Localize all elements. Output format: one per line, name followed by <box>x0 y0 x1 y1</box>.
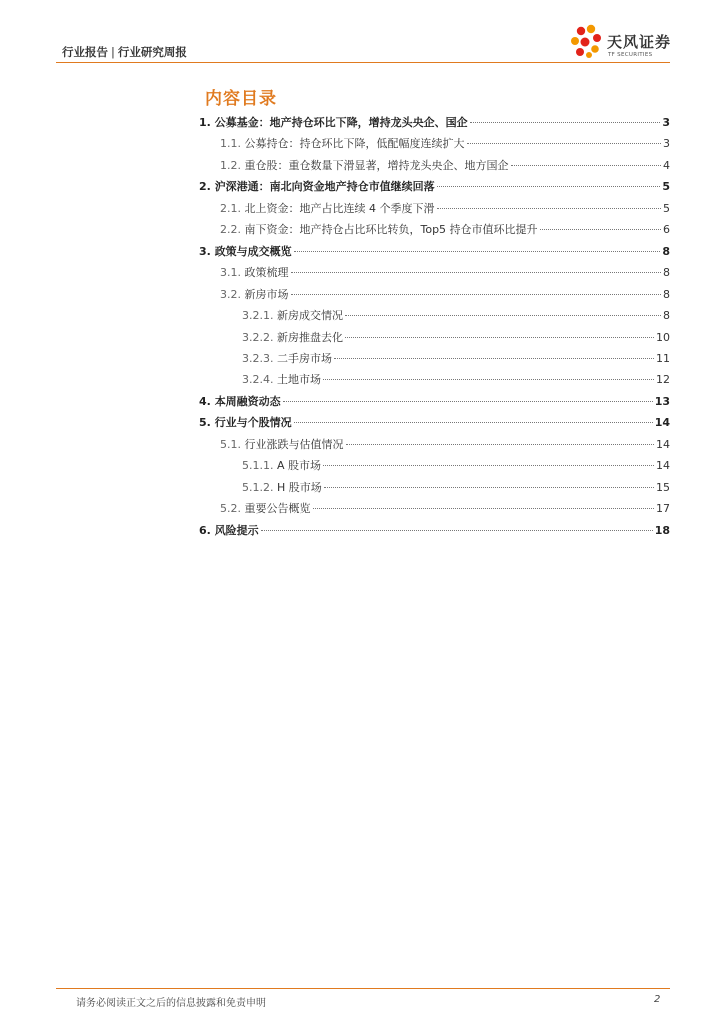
toc-entry-title <box>242 371 321 387</box>
toc-entry-title <box>220 135 465 151</box>
toc-entry-number: 1. <box>199 116 211 129</box>
toc-entry-number: 1.2. <box>220 159 241 172</box>
toc-entry-page: 13 <box>654 395 670 408</box>
toc-entry-title <box>199 243 292 259</box>
toc-entry-text: 新房推盘去化 <box>277 331 343 344</box>
toc-entry-text: 行业涨跌与估值情况 <box>244 438 344 451</box>
toc-entry-text: 北上资金：地产占比连续 4 个季度下滑 <box>244 202 435 215</box>
toc-entry-title <box>220 500 311 516</box>
toc-entry-number: 2.2. <box>220 223 241 236</box>
toc-entry-title <box>242 350 332 366</box>
toc-entry-title <box>220 436 344 452</box>
toc-leader-dots <box>346 444 655 445</box>
toc-entry-number: 5.1.1. <box>242 459 274 472</box>
toc-entry-title <box>220 200 435 216</box>
toc-entry-number: 3.2. <box>220 288 241 301</box>
toc-entry-number: 4. <box>199 395 211 408</box>
toc-entry-text: 风险提示 <box>214 524 259 537</box>
toc-entry[interactable] <box>220 264 670 282</box>
toc-entry[interactable] <box>242 307 670 325</box>
toc-entry-page: 10 <box>656 331 670 344</box>
toc-leader-dots <box>540 229 661 230</box>
logo-name-en: TF SECURITIES <box>608 52 653 58</box>
toc-entry-page: 17 <box>656 502 670 515</box>
toc-entry[interactable] <box>220 200 670 218</box>
toc-entry-text: 公募持仓：持仓环比下降，低配幅度连续扩大 <box>244 137 465 150</box>
toc-entry-page: 5 <box>663 202 670 215</box>
toc-entry-number: 5.1.2. <box>242 481 274 494</box>
toc-leader-dots <box>323 379 654 380</box>
toc-entry[interactable] <box>199 522 670 540</box>
toc-title: 内容目录 <box>205 89 277 109</box>
toc-entry[interactable] <box>220 436 670 454</box>
toc-entry[interactable] <box>199 243 670 261</box>
toc-leader-dots <box>467 143 662 144</box>
toc-entry-page: 3 <box>663 137 670 150</box>
toc-entry[interactable] <box>199 178 670 196</box>
toc-entry-page: 14 <box>656 438 670 451</box>
toc-entry-page: 12 <box>656 373 670 386</box>
toc-entry-text: 土地市场 <box>277 373 321 386</box>
toc-entry[interactable] <box>242 350 670 368</box>
toc-leader-dots <box>437 208 662 209</box>
toc-entry-text: 新房成交情况 <box>277 309 343 322</box>
toc-entry-title <box>199 178 435 194</box>
toc-entry-page: 18 <box>654 524 670 537</box>
toc-entry-number: 3.2.3. <box>242 352 274 365</box>
company-logo <box>569 22 672 62</box>
toc-entry-number: 5. <box>199 416 211 429</box>
toc-entry-title <box>220 286 289 302</box>
toc-entry-text: 行业与个股情况 <box>214 416 292 429</box>
toc-entry-number: 2.1. <box>220 202 241 215</box>
toc-entry[interactable] <box>220 286 670 304</box>
toc-entry-page: 8 <box>663 309 670 322</box>
toc-entry[interactable] <box>220 157 670 175</box>
toc-entry-text: 新房市场 <box>244 288 289 301</box>
toc-entry-page: 14 <box>654 416 670 429</box>
toc-entry-number: 2. <box>199 180 211 193</box>
toc-entry-title <box>242 329 343 345</box>
toc-entry-text: 政策与成交概览 <box>214 245 292 258</box>
toc-entry[interactable] <box>199 393 670 411</box>
category-separator: | <box>111 45 115 59</box>
toc-entry-text: 政策梳理 <box>244 266 289 279</box>
toc-leader-dots <box>291 294 662 295</box>
toc-entry-page: 15 <box>656 481 670 494</box>
toc-entry-number: 3.2.4. <box>242 373 274 386</box>
toc-entry-page: 11 <box>656 352 670 365</box>
toc-entry-page: 8 <box>662 245 670 258</box>
toc-leader-dots <box>437 186 661 187</box>
toc-entry-page: 8 <box>663 288 670 301</box>
toc-entry-text: 重要公告概览 <box>244 502 311 515</box>
toc-entry-text: 二手房市场 <box>277 352 332 365</box>
toc-entry-title <box>242 479 322 495</box>
toc-entry-number: 3. <box>199 245 211 258</box>
toc-entry-number: 6. <box>199 524 211 537</box>
toc-entry-text: A 股市场 <box>277 459 322 472</box>
tf-flower-logo-icon <box>569 22 605 62</box>
toc-entry-page: 6 <box>663 223 670 236</box>
toc-leader-dots <box>511 165 662 166</box>
toc-entry-page: 14 <box>656 459 670 472</box>
toc-entry-text: 本周融资动态 <box>214 395 281 408</box>
toc-entry-number: 5.2. <box>220 502 241 515</box>
toc-entry-title <box>220 264 289 280</box>
toc-entry-title <box>199 414 292 430</box>
toc-leader-dots <box>334 358 654 359</box>
toc-entry[interactable] <box>199 114 670 132</box>
toc-entry-number: 3.2.1. <box>242 309 274 322</box>
toc-entry-title <box>242 307 343 323</box>
toc-entry-title <box>199 114 468 130</box>
toc-entry-number: 3.1. <box>220 266 241 279</box>
toc-entry[interactable] <box>242 371 670 389</box>
toc-leader-dots <box>323 465 654 466</box>
toc-entry-text: 南下资金：地产持仓占比环比转负，Top5 持仓市值环比提升 <box>244 223 538 236</box>
page-number: 2 <box>654 994 661 1005</box>
toc-entry-number: 5.1. <box>220 438 241 451</box>
toc-entry[interactable] <box>242 457 670 475</box>
footer-disclaimer: 请务必阅读正文之后的信息披露和免责申明 <box>76 998 266 1009</box>
toc-entry[interactable] <box>199 414 670 432</box>
toc-entry-title <box>220 221 538 237</box>
category-label: 行业报告 <box>62 45 108 59</box>
toc-entry[interactable] <box>242 479 670 497</box>
report-category <box>62 44 187 60</box>
toc-entry-text: H 股市场 <box>277 481 322 494</box>
header-divider <box>56 62 670 63</box>
toc-entry[interactable] <box>220 221 670 239</box>
footer-divider <box>56 988 670 989</box>
toc-entry[interactable] <box>220 135 670 153</box>
toc-entry-title <box>242 457 321 473</box>
toc-leader-dots <box>261 530 653 531</box>
toc-entry-page: 5 <box>662 180 670 193</box>
toc-entry-number: 3.2.2. <box>242 331 274 344</box>
toc-entry-title <box>199 393 281 409</box>
toc-leader-dots <box>313 508 655 509</box>
toc-leader-dots <box>283 401 653 402</box>
toc-leader-dots <box>345 337 654 338</box>
toc-entry-text: 沪深港通：南北向资金地产持仓市值继续回落 <box>214 180 435 193</box>
toc-leader-dots <box>294 251 661 252</box>
toc-entry-page: 8 <box>663 266 670 279</box>
toc-entry-page: 4 <box>663 159 670 172</box>
toc-entry[interactable] <box>242 329 670 347</box>
toc-leader-dots <box>291 272 662 273</box>
toc-entry-title <box>220 157 509 173</box>
toc-leader-dots <box>345 315 661 316</box>
toc-leader-dots <box>470 122 661 123</box>
toc-leader-dots <box>294 422 653 423</box>
toc-leader-dots <box>324 487 654 488</box>
toc-entry-number: 1.1. <box>220 137 241 150</box>
toc-entry-text: 重仓股：重仓数量下滑显著，增持龙头央企、地方国企 <box>244 159 509 172</box>
toc-entry-text: 公募基金：地产持仓环比下降，增持龙头央企、国企 <box>214 116 468 129</box>
toc-entry[interactable] <box>220 500 670 518</box>
toc-entry-title <box>199 522 259 538</box>
subcategory-label: 行业研究周报 <box>117 45 187 59</box>
toc-entry-page: 3 <box>662 116 670 129</box>
logo-name-cn: 天风证券 <box>607 33 672 51</box>
